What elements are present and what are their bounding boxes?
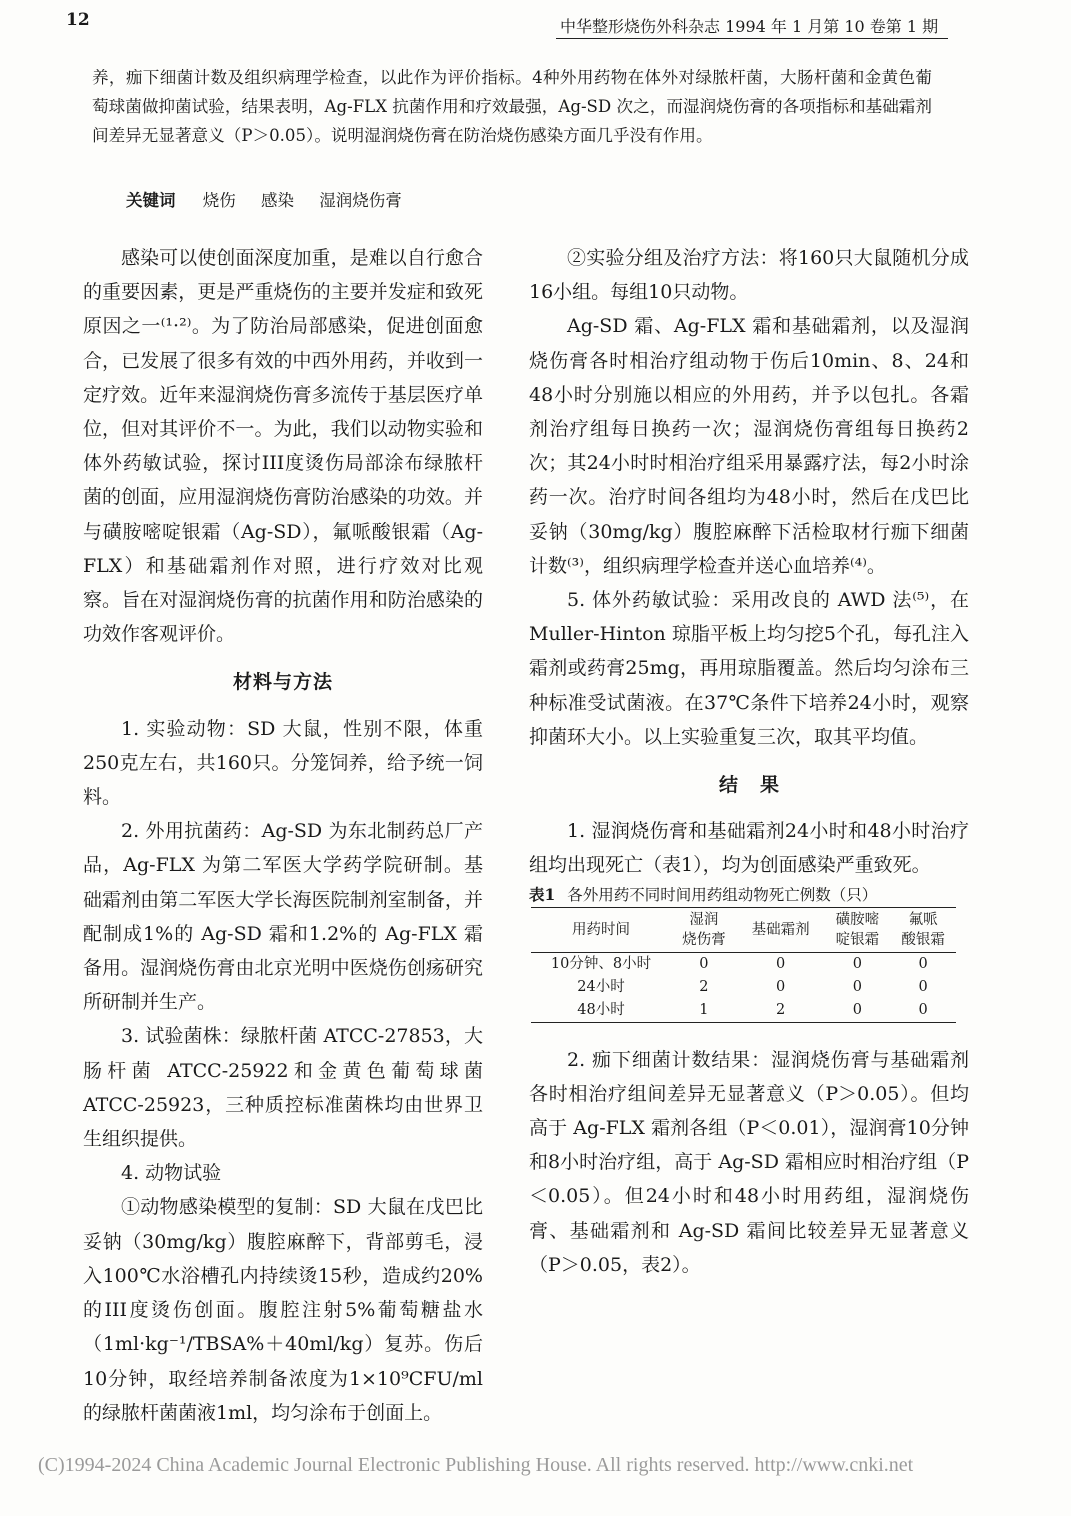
table-label: 表1 [529, 884, 556, 904]
table-cell: 48小时 [531, 999, 671, 1023]
methods-heading: 材料与方法 [232, 671, 333, 694]
copyright-footer: (C)1994-2024 China Academic Journal Electronic Publishing House. All rights reserved. http://www.cnki.net [38, 1454, 914, 1476]
table-header-cell: 用药时间 [531, 907, 671, 952]
method-paragraph: 5. 体外药敏试验：采用改良的 AWD 法⁽⁵⁾，在 Muller-Hinton 琼脂平板上均匀挖5个孔，每孔注入霜剂或药膏25mg，再用琼脂覆盖。然后均匀涂布三种标准受试菌液。在37℃条件下培养24小时，观察抑菌环大小。以上实验重复三次，取其平均值。 [529, 589, 969, 748]
header-line: 湿润 [689, 911, 719, 928]
keyword: 烧伤 [202, 191, 236, 210]
keywords [126, 187, 422, 211]
table-cell: 10分钟、8小时 [550, 955, 652, 972]
header-line: 烧伤膏 [682, 931, 726, 948]
mortality-table [531, 907, 956, 1023]
header-line: 酸银霜 [901, 931, 945, 948]
method-paragraph: 3. 试验菌株：绿脓杆菌 ATCC-27853，大肠杆菌 ATCC-25922和金黄色葡萄球菌 ATCC-25923，三种质控标准菌株均由世界卫生组织提供。 [83, 1025, 483, 1151]
method-paragraph: Ag-SD 霜、Ag-FLX 霜和基础霜剂，以及湿润烧伤膏各时相治疗组动物于伤后10min、8、24和48小时分别施以相应的外用药，并予以包扎。各霜剂治疗组每日换药一次；湿润烧伤膏组每日换药2次；其24小时时相治疗组采用暴露疗法，每2小时涂药一次。治疗时间各组均为48小时，然后在戊巴比妥钠（30mg/kg）腹腔麻醉下活检取材行痂下细菌计数⁽³⁾，组织病理学检查并送心血培养⁽⁴⁾。 [529, 315, 969, 577]
table-row [531, 999, 956, 1023]
table-row [531, 976, 956, 999]
header-line: 磺胺嘧 [835, 911, 880, 928]
table-cell: 0 [775, 955, 786, 972]
table-header-cell [671, 907, 737, 952]
header-line: 氟哌 [908, 911, 938, 928]
table-cell: 2 [699, 978, 709, 995]
header-line: 啶银霜 [835, 931, 880, 948]
table-cell: 0 [699, 955, 709, 972]
table-cell: 0 [890, 999, 956, 1023]
table-header-row [531, 907, 956, 952]
result-paragraph: 1. 湿润烧伤膏和基础霜剂24小时和48小时治疗组均出现死亡（表1），均为创面感染严重致死。 [529, 820, 969, 877]
table-cell: 24小时 [577, 978, 625, 995]
method-paragraph: 1. 实验动物：SD 大鼠，性别不限，体重250克左右，共160只。分笼饲养，给予统一饲料。 [83, 717, 483, 809]
header-rule [556, 38, 948, 39]
table-caption-text: 各外用药不同时间用药组动物死亡例数（只） [567, 885, 878, 904]
table-header-cell [890, 907, 956, 952]
table-cell: 1 [671, 999, 737, 1023]
table-header-cell: 基础霜剂 [737, 907, 825, 952]
method-paragraph: 2. 外用抗菌药：Ag-SD 为东北制药总厂产品，Ag-FLX 为第二军医大学药学院研制。基础霜剂由第二军医大学长海医院制剂室制备，并配制成1%的 Ag-SD 霜和1.2%的 Ag-FLX 霜备用。湿润烧伤膏由北京光明中医烧伤创疡研究所研制并生产。 [83, 820, 483, 1014]
left-column [83, 241, 483, 1430]
table-caption [529, 883, 969, 907]
results-heading: 结果 [718, 774, 801, 797]
table-row [531, 952, 956, 976]
method-subheading: 4. 动物试验 [121, 1162, 222, 1185]
table-cell: 0 [918, 978, 928, 995]
intro-paragraph: 感染可以使创面深度加重，是难以自行愈合的重要因素，更是严重烧伤的主要并发症和致死原因之一⁽¹·²⁾。为了防治局部感染，促进创面愈合，已发展了很多有效的中西外用药，并收到一定疗效。近年来湿润烧伤膏多流传于基层医疗单位，但对其评价不一。为此，我们以动物实验和体外药敏试验，探讨III度烫伤局部涂布绿脓杆菌的创面，应用湿润烧伤膏防治感染的功效。并与磺胺嘧啶银霜（Ag-SD），氟哌酸银霜（Ag-FLX）和基础霜剂作对照，进行疗效对比观察。旨在对湿润烧伤膏的抗菌作用和防治感染的功效作客观评价。 [83, 247, 483, 646]
keywords-label: 关键词 [126, 191, 176, 210]
keyword: 感染 [261, 191, 294, 210]
table-cell: 0 [918, 955, 928, 972]
table-header-cell [824, 907, 890, 952]
table-cell: 2 [737, 999, 825, 1023]
right-column [529, 241, 969, 1282]
table-cell: 0 [852, 955, 862, 972]
page-number: 12 [66, 10, 90, 30]
method-paragraph: ①动物感染模型的复制：SD 大鼠在戊巴比妥钠（30mg/kg）腹腔麻醉下，背部剪毛，浸入100℃水浴槽孔内持续烫15秒，造成约20%的III度烫伤创面。腹腔注射5%葡萄糖盐水（1ml·kg⁻¹/TBSA%＋40ml/kg）复苏。伤后10分钟，取经培养制备浓度为1×10⁹CFU/ml 的绿脓杆菌菌液1ml，均匀涂布于创面上。 [83, 1196, 483, 1424]
keyword: 湿润烧伤膏 [319, 191, 402, 210]
table-cell: 0 [775, 978, 786, 995]
table-cell: 0 [824, 999, 890, 1023]
abstract-text: 养，痂下细菌计数及组织病理学检查，以此作为评价指标。4种外用药物在体外对绿脓杆菌，大肠杆菌和金黄色葡萄球菌做抑菌试验，结果表明，Ag-FLX 抗菌作用和疗效最强，Ag-SD 次之，而湿润烧伤膏的各项指标和基础霜剂间差异无显著意义（P＞0.05）。说明湿润烧伤膏在防治烧伤感染方面几乎没有作用。 [92, 68, 932, 145]
method-paragraph: ②实验分组及治疗方法：将160只大鼠随机分成16小组。每组10只动物。 [529, 247, 969, 304]
running-header: 中华整形烧伤外科杂志 1994 年 1 月第 10 卷第 1 期 [560, 17, 939, 36]
result-paragraph: 2. 痂下细菌计数结果：湿润烧伤膏与基础霜剂各时相治疗组间差异无显著意义（P＞0.05）。但均高于 Ag-FLX 霜剂各组（P＜0.01），湿润膏10分钟和8小时治疗组，高于 Ag-SD 霜相应时相治疗组（P＜0.05）。但24小时和48小时用药组，湿润烧伤膏、基础霜剂和 Ag-SD 霜间比较差异无显著意义（P＞0.05，表2）。 [529, 1048, 969, 1276]
abstract [92, 63, 932, 150]
table-cell: 0 [852, 978, 862, 995]
